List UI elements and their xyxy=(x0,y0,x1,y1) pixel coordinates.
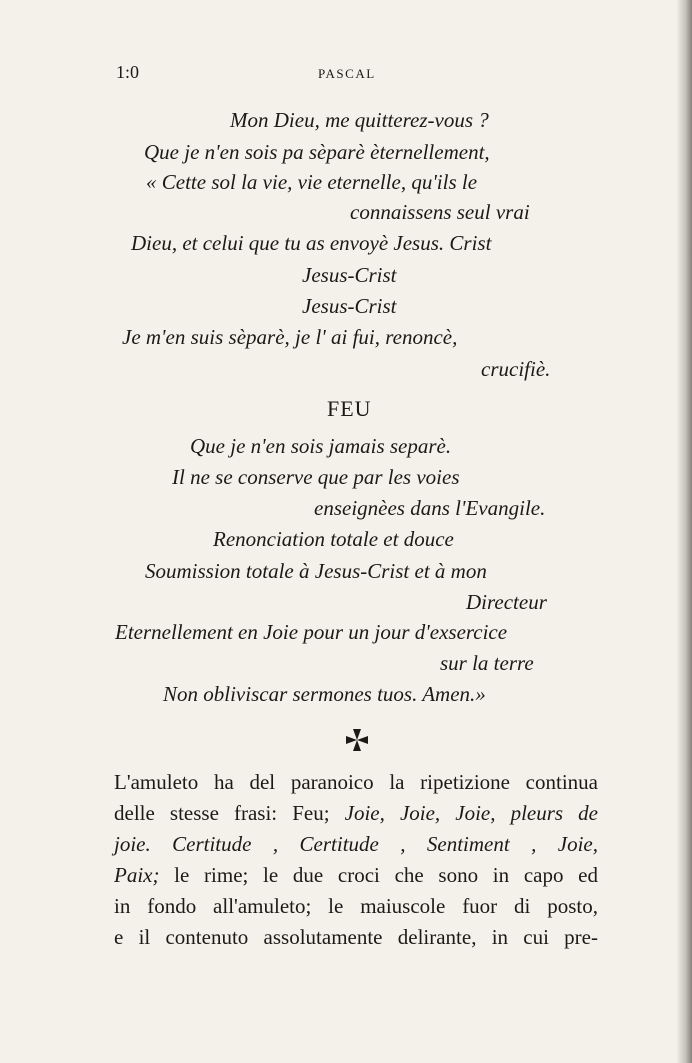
prose-line: e il contenuto assolutamente delirante, in cui pre- xyxy=(114,925,598,949)
poem-line: enseignèes dans l'Evangile. xyxy=(314,496,546,520)
prose-line: delle stesse frasi: Feu; Joie, Joie, Joie, pleurs de xyxy=(114,801,598,825)
page-number: 1:0 xyxy=(116,62,140,82)
poem-line: Mon Dieu, me quitterez-vous ? xyxy=(230,108,489,132)
poem-line: Non obliviscar sermones tuos. Amen.» xyxy=(163,682,486,706)
prose-line: Paix; le rime; le due croci che sono in capo ed xyxy=(114,863,598,887)
cross-pattee-icon xyxy=(344,727,370,753)
poem-line: « Cette sol la vie, vie eternelle, qu'ils le xyxy=(146,170,478,194)
poem-line: Dieu, et celui que tu as envoyè Jesus. Crist xyxy=(131,231,492,255)
poem-line: Eternellement en Joie pour un jour d'exsercice xyxy=(115,620,508,644)
poem-line: Je m'en suis sèparè, je l' ai fui, renoncè, xyxy=(122,325,458,349)
section-heading: FEU xyxy=(327,396,372,421)
poem-line: Jesus-Crist xyxy=(302,294,397,318)
poem-line: Il ne se conserve que par les voies xyxy=(172,465,460,489)
poem-line: Soumission totale à Jesus-Crist et à mon xyxy=(145,559,487,583)
poem-line: Directeur xyxy=(466,590,547,614)
poem-line: connaissens seul vrai xyxy=(350,200,530,224)
prose-line: joie. Certitude , Certitude , Sentiment , Joie, xyxy=(114,832,598,856)
prose-line: L'amuleto ha del paranoico la ripetizione continua xyxy=(114,770,598,794)
running-title: PASCAL xyxy=(318,66,376,81)
page-edge-shadow xyxy=(676,0,692,1063)
poem-line: Renonciation totale et douce xyxy=(213,527,454,551)
poem-line: Jesus-Crist xyxy=(302,263,397,287)
poem-line: Que je n'en sois jamais separè. xyxy=(190,434,452,458)
prose-line: in fondo all'amuleto; le maiuscole fuor di posto, xyxy=(114,894,598,918)
poem-line: Que je n'en sois pa sèparè èternellement, xyxy=(144,140,490,164)
poem-line: crucifiè. xyxy=(481,357,551,381)
poem-line: sur la terre xyxy=(440,651,534,675)
